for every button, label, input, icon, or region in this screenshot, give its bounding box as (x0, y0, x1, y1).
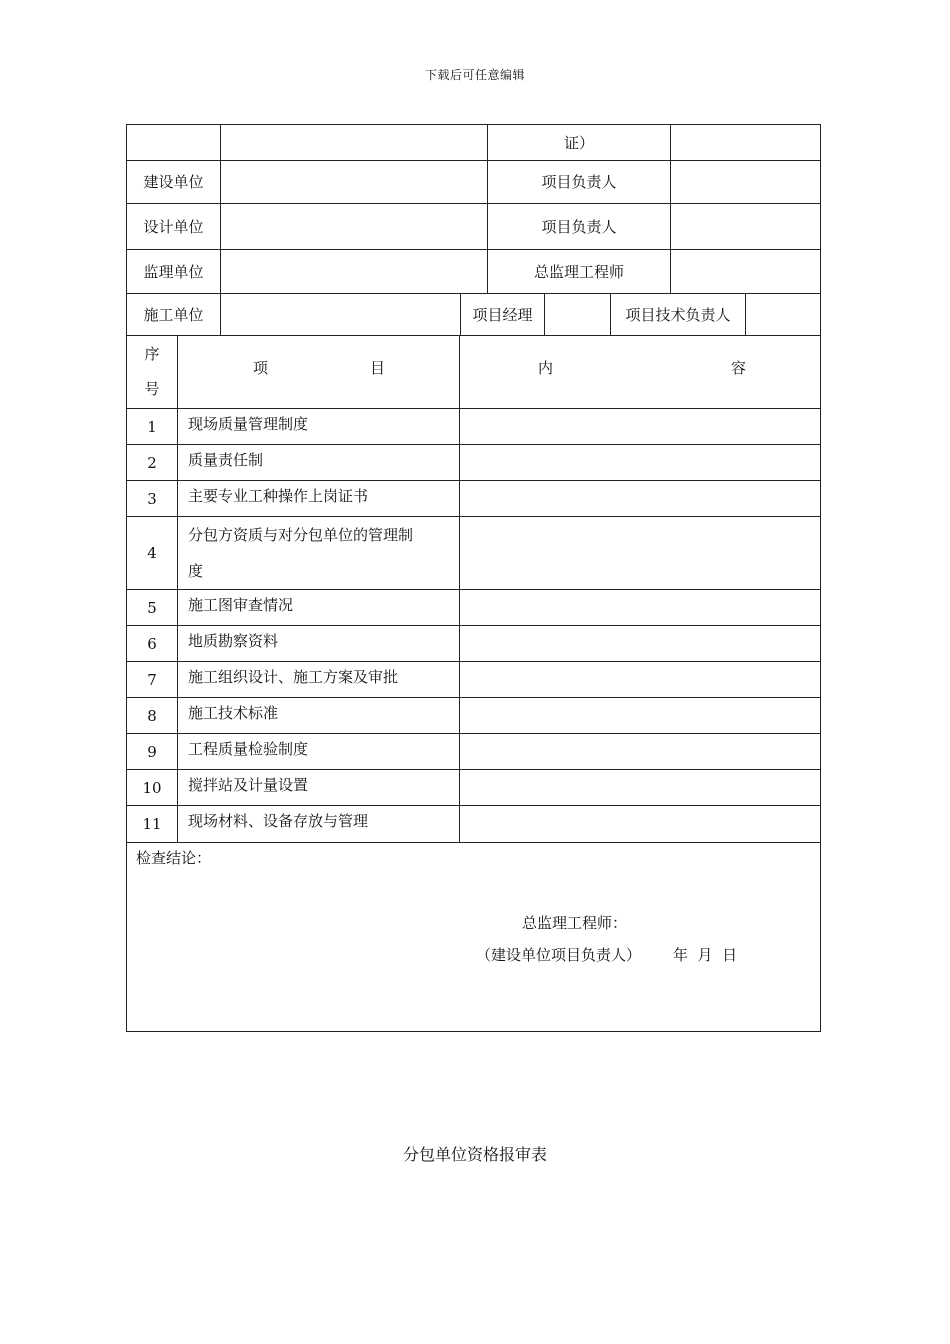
chief-supervisor-signature-label: 总监理工程师： (522, 914, 628, 932)
item-name-line: 分包方资质与对分包单位的管理制 (188, 526, 414, 544)
content-header (538, 336, 746, 398)
item-name-line: 度 (188, 562, 204, 580)
item-no: 11 (142, 815, 162, 833)
footer-title: 分包单位资格报审表 (402, 1145, 547, 1164)
supervision-unit-field[interactable] (221, 250, 487, 293)
chief-supervisor-field[interactable] (671, 250, 820, 293)
seq-header-bottom: 号 (144, 380, 160, 398)
item-no: 9 (147, 742, 157, 761)
construction-unit-label: 建设单位 (143, 173, 204, 191)
item-no: 10 (142, 778, 162, 797)
content-header-a: 内 (538, 358, 554, 377)
item-name: 施工图审查情况 (188, 595, 294, 614)
item-content-field[interactable] (460, 517, 820, 589)
item-name: 现场质量管理制度 (188, 414, 309, 433)
item-content-field[interactable] (460, 698, 820, 733)
construction-unit-leader-field[interactable] (671, 161, 820, 203)
item-name: 施工技术标准 (188, 703, 279, 722)
item-content-field[interactable] (460, 770, 820, 805)
item-header (253, 336, 385, 398)
technical-leader-label: 项目技术负责人 (625, 305, 731, 324)
item-name: 主要专业工种操作上岗证书 (188, 486, 369, 505)
owner-leader-label: （建设单位项目负责人） (476, 946, 642, 964)
design-unit-field[interactable] (221, 204, 487, 249)
inspection-form-table (126, 124, 821, 1032)
item-content-field[interactable] (460, 481, 820, 516)
project-manager-field[interactable] (545, 294, 610, 335)
construction-unit-leader-label: 项目负责人 (541, 173, 617, 191)
item-content-field[interactable] (460, 806, 820, 842)
item-content-field[interactable] (460, 409, 820, 444)
item-content-field[interactable] (460, 445, 820, 480)
item-no: 3 (147, 489, 157, 508)
page-header: 下载后可任意编辑 (424, 68, 525, 82)
technical-leader-field[interactable] (746, 294, 820, 335)
item-no: 2 (147, 453, 157, 472)
item-no: 8 (147, 706, 157, 725)
item-header-b: 目 (369, 358, 385, 377)
supervision-unit-label: 监理单位 (143, 262, 204, 281)
item-name: 工程质量检验制度 (188, 739, 309, 758)
item-name: 质量责任制 (188, 450, 264, 469)
contractor-unit-label: 施工单位 (143, 305, 204, 324)
design-unit-leader-field[interactable] (671, 204, 820, 249)
contractor-unit-field[interactable] (221, 294, 460, 335)
item-no: 6 (147, 634, 157, 653)
seq-header (127, 336, 177, 408)
item-header-a: 项 (253, 358, 269, 377)
row-divider (127, 842, 820, 843)
chief-supervisor-label: 总监理工程师 (533, 262, 624, 281)
item-name-multiline (178, 517, 459, 589)
row0-label: 证） (563, 133, 594, 152)
item-name: 搅拌站及计量设置 (188, 775, 309, 794)
item-no: 4 (147, 544, 157, 562)
item-content-field[interactable] (460, 626, 820, 661)
item-name: 施工组织设计、施工方案及审批 (188, 667, 399, 686)
item-content-field[interactable] (460, 590, 820, 625)
item-name: 现场材料、设备存放与管理 (188, 812, 369, 830)
item-no: 5 (147, 598, 157, 617)
design-unit-label: 设计单位 (143, 217, 204, 236)
conclusion-label: 检查结论： (136, 849, 212, 867)
item-no: 1 (147, 417, 157, 436)
sign-date: 年 月 日 (673, 946, 738, 964)
seq-header-top: 序 (144, 345, 160, 363)
construction-unit-field[interactable] (221, 161, 487, 203)
item-name: 地质勘察资料 (188, 631, 279, 650)
project-manager-label: 项目经理 (472, 305, 533, 324)
item-no: 7 (147, 670, 157, 689)
content-header-b: 容 (730, 358, 746, 377)
item-content-field[interactable] (460, 734, 820, 769)
design-unit-leader-label: 项目负责人 (541, 217, 617, 236)
item-content-field[interactable] (460, 662, 820, 697)
